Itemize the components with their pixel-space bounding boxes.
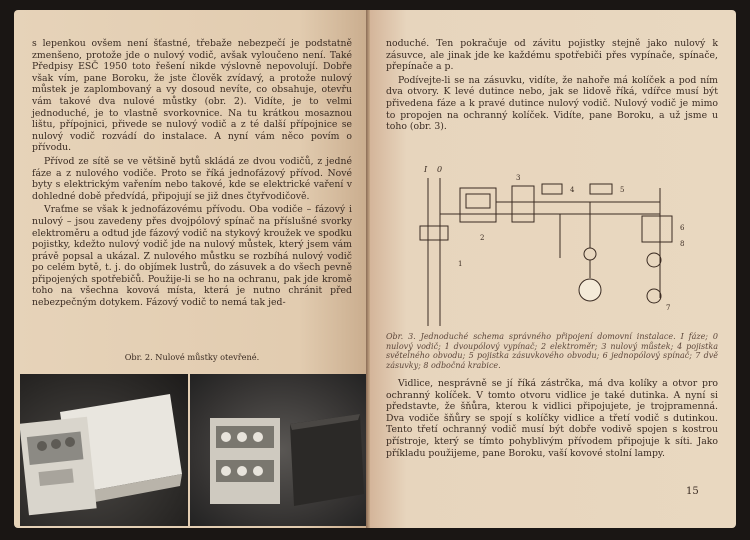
label-neutral: 0 [437,165,443,174]
left-page [14,10,370,528]
paragraph: s lepenkou ovšem není šťastné, třebaže nebezpečí je podstatně zmenšeno, protože jde o nulový vodič, avšak vyloučeno není. Také Předpisy ESČ 1950 toto řešení nikde výslovně nepovolují. Dobře však vím, pane Boroku, že jste člověk zvídavý, a protože nulový můstek je zaplombovaný a vy dosoud nevíte, co obsahuje, otevřu vám takové dva nulové můstky (obr. 2). Vidíte, je to velmi jednoduché, je to vlastně svorkovnice. Na tu krátkou mosaznou lištu, přípojnici, přivede se nulový vodič a z té další přípojnice se nulový vodič rozvádí do instalace. A nyní vám něco povím o přívodu. [32,38,352,154]
label-6: 6 [680,224,685,232]
label-8: 8 [680,240,685,248]
right-page-text-bottom [386,378,718,461]
photo-neutral-bridge-2 [190,374,370,526]
junction-box [642,216,672,242]
photo-neutral-bridge-1 [20,374,188,526]
fuse-lighting [542,184,562,194]
electricity-meter [460,188,496,222]
socket-2 [647,289,661,303]
double-pole-switch [420,226,448,240]
fuse-sockets [590,184,612,194]
label-7: 7 [666,304,671,312]
paragraph: noduché. Ten pokračuje od závitu pojistky stejně jako nulový k zásuvce, ale jinak jde ke každému spotřebiči přes vypínače, spínače, přepínače a p. [386,38,718,73]
label-3: 3 [516,174,521,182]
label-4: 4 [570,186,575,194]
single-pole-switch [584,248,596,260]
paragraph: Podívejte-li se na zásuvku, vidíte, že nahoře má kolíček a pod ním dva otvory. K levé dutince nebo, jak se lidově říká, vdířce musí být přivedena fáze a k pravé dutince nulový vodič. Nulový vodič je mimo to propojen na ochranný kolíček. Vidíte, pane Boroku, a už jsme u toho (obr. 3). [386,74,718,133]
page-number: 15 [686,486,699,497]
left-page-text [32,38,352,311]
neutral-bridge [512,186,534,222]
label-phase: I [424,165,428,174]
paragraph: Přívod ze sítě se ve většině bytů skládá ze dvou vodičů, z jedné fáze a z nulového vodiče. Proto se říká jednofázový přívod. Nové byty s elektrickým vařením nebo takové, kde se elektrické vaření v dohledné době předvídá, připojují se již dnes čtyřvodičově. [32,155,352,202]
label-2: 2 [480,234,485,242]
paragraph: Vidlice, nesprávně se jí říká zástrčka, má dva kolíky a otvor pro ochranný kolíček. V tomto otvoru vidlice je také dutinka. A nyní si představte, že šňůra, kterou k vidlici připojujete, je trojpramenná. Dva vodiče šňůry se spojí s kolíčky vidlice a třetí vodič s dutinkou. Tento třetí ochranný vodič musí být dobře vodivě spojen s kostrou přístroje, který se tímto pohyblivým přívodem připojuje k síti. Jako příkladu použijeme, pane Boroku, vaší kovové stolní lampy. [386,378,718,459]
right-page [370,10,736,528]
figure-caption: Obr. 3. Jednoduché schema správného připojení domovní instalace. I fáze; 0 nulový vodič; 1 dvoupólový vypínač; 2 elektroměr; 3 nulový můstek; 4 pojistka světelného obvodu; 5 pojistka zásuvkového obvodu; 6 jednopólový spínač; 7 dvě zásuvky; 8 odbočná krabice. [386,332,718,370]
socket-1 [647,253,661,267]
wiring-diagram [410,158,710,326]
paragraph: Vraťme se však k jednofázovému přívodu. Oba vodiče – fázový i nulový – jsou zavedeny přes dvojpólový spínač na příslušné svorky elektroměru a odtud jde fázový vodič na stykový kroužek ve spodku pojistky, kdežto nulový vodič jde na nulový můstek, který jsem vám právě popsal a ukázal. Z nulového můstku se rozbíhá nulový vodič po celém bytě, t. j. do objímek lustrů, do zásuvek a do všech pevně připojených spotřebičů. Použije-li se ho na ochranu, pak jde kromě toho na všechna kovová místa, která je nutno chránit před nebezpečným dotykem. Fázový vodič to nemá tak jed- [32,204,352,309]
label-5: 5 [620,186,625,194]
label-1: 1 [458,260,463,268]
figure-caption: Obr. 2. Nulové můstky otevřené. [124,352,260,362]
light-bulb [579,279,601,301]
right-page-text-top [386,38,718,135]
